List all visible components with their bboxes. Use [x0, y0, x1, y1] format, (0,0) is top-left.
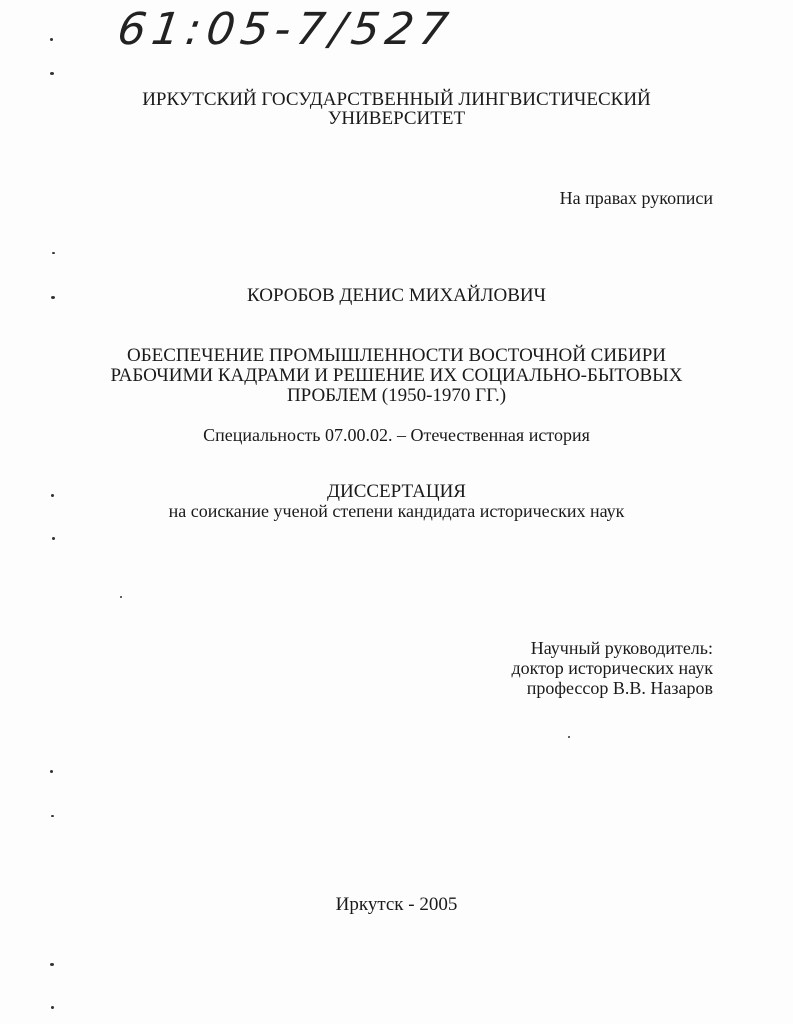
scan-speck [50, 963, 54, 966]
scan-speck [50, 770, 53, 773]
dissertation-title-line1: ОБЕСПЕЧЕНИЕ ПРОМЫШЛЕННОСТИ ВОСТОЧНОЙ СИБИРИ [127, 345, 666, 366]
advisor-degree: доктор исторических наук [511, 658, 713, 678]
university-name-line2: УНИВЕРСИТЕТ [327, 108, 466, 129]
degree-sought: на соискание ученой степени кандидата исторических наук [168, 501, 625, 521]
scan-speck [52, 537, 55, 540]
scan-speck [51, 296, 55, 299]
dissertation-title-line3: ПРОБЛЕМ (1950-1970 ГГ.) [286, 385, 507, 406]
scan-speck [568, 736, 570, 738]
scan-speck [51, 494, 54, 497]
dissertation-title-line2: РАБОЧИМИ КАДРАМИ И РЕШЕНИЕ ИХ СОЦИАЛЬНО-БЫТОВЫХ [110, 365, 683, 386]
advisor-label: Научный руководитель: [530, 638, 713, 658]
place-and-year: Иркутск - 2005 [335, 894, 458, 915]
scan-speck [51, 815, 54, 817]
author-name: КОРОБОВ ДЕНИС МИХАЙЛОВИЧ [247, 285, 546, 306]
scan-speck [120, 596, 122, 598]
manuscript-note: На правах рукописи [559, 188, 713, 208]
scan-speck [50, 38, 53, 41]
handwritten-archive-code: 61:05-7/527 [114, 4, 458, 55]
scan-speck [51, 1006, 54, 1009]
scan-speck [52, 252, 55, 254]
document-type: ДИССЕРТАЦИЯ [327, 481, 466, 502]
university-name-line1: ИРКУТСКИЙ ГОСУДАРСТВЕННЫЙ ЛИНГВИСТИЧЕСКИЙ [142, 89, 651, 110]
scan-speck [50, 72, 54, 75]
specialty: Специальность 07.00.02. – Отечественная история [203, 425, 590, 445]
advisor-name: профессор В.В. Назаров [526, 678, 713, 698]
